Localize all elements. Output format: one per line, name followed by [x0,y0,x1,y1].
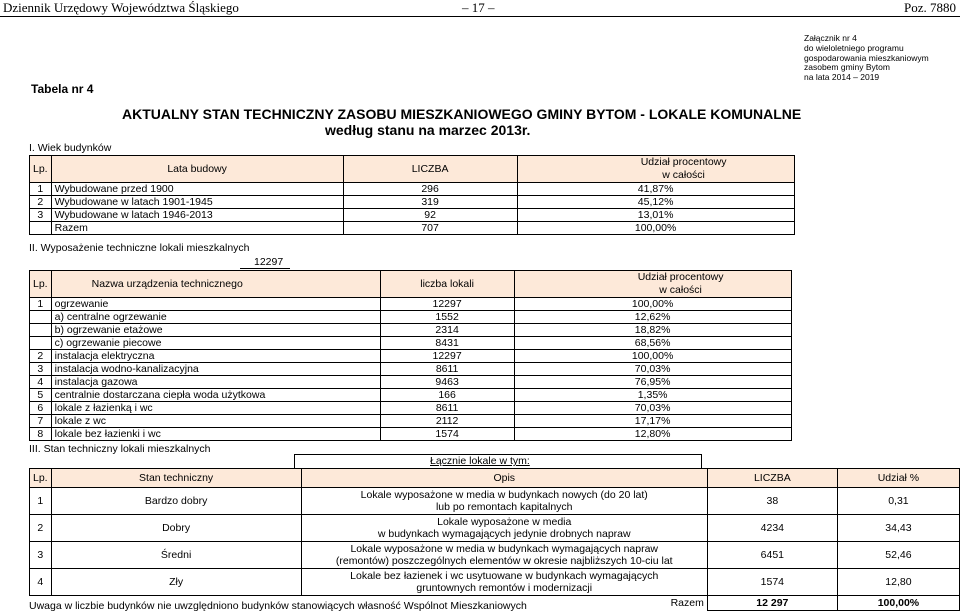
cell-lp: 5 [30,389,52,402]
cell-count: 12297 [380,298,514,311]
cell-lp: 2 [30,196,52,209]
cell-share: 12,80% [514,428,791,441]
cell-count: 1574 [707,569,837,596]
cell-lp: 1 [30,488,52,515]
col-share-line2: w całości [662,169,705,181]
table-row [30,363,792,376]
header-rule [0,16,960,17]
col-lp: Lp. [30,469,52,488]
cell-count: 2112 [380,415,514,428]
cell-desc [301,542,707,569]
cell-lp [30,311,52,324]
cell-share: 17,17% [514,415,791,428]
attachment-line: Załącznik nr 4 [804,33,857,43]
col-count: LICZBA [707,469,837,488]
table-header-row [30,271,792,298]
cell-count: 4234 [707,515,837,542]
cell-count: 12297 [380,350,514,363]
header-page-number: – 17 – [462,0,495,15]
cell-share: 13,01% [517,209,794,222]
table-row [30,569,960,596]
cell-count: 1574 [380,428,514,441]
cell-lp: 3 [30,542,52,569]
cell-share: 12,62% [514,311,791,324]
cell-name: c) ogrzewanie piecowe [51,337,380,350]
footnote: Uwaga w liczbie budynków nie uwzględniono budynków stanowiących własność Wspólnot Mieszkaniowych [29,600,527,612]
cell-count: 2314 [380,324,514,337]
cell-name: lokale z łazienką i wc [51,402,380,415]
section-heading: II. Wyposażenie techniczne lokali mieszkalnych [29,242,250,254]
table-row [30,376,792,389]
cell-name: Razem [51,222,343,235]
table-row [30,324,792,337]
col-share [514,271,791,298]
table-row [30,488,960,515]
col-lp: Lp. [30,156,52,183]
cell-count: 166 [380,389,514,402]
group-label: Łącznie lokale w tym: [430,455,530,467]
cell-share: 18,82% [514,324,791,337]
cell-share: 1,35% [514,389,791,402]
table-label: Tabela nr 4 [31,82,94,96]
document-title: AKTUALNY STAN TECHNICZNY ZASOBU MIESZKANIOWEGO GMINY BYTOM - LOKALE KOMUNALNE [122,106,802,122]
cell-name: centralnie dostarczana ciepła woda użytkowa [51,389,380,402]
col-share-line2: w całości [659,284,702,296]
table-header-row [30,469,960,488]
cell-count: 8611 [380,363,514,376]
cell-count: 8611 [380,402,514,415]
table-row [30,350,792,363]
cell-lp: 8 [30,428,52,441]
col-share-line1: Udział procentowy [637,271,724,283]
cell-name: Wybudowane w latach 1901-1945 [51,196,343,209]
section-heading: I. Wiek budynków [29,142,112,154]
building-age-table [29,155,795,235]
cell-share: 100,00% [514,350,791,363]
col-state: Stan techniczny [51,469,301,488]
cell-lp: 4 [30,569,52,596]
cell-lp: 2 [30,350,52,363]
table-row [30,183,795,196]
cell-count: 707 [343,222,517,235]
document-subtitle: według stanu na marzec 2013r. [325,122,531,138]
cell-name: lokale z wc [51,415,380,428]
cell-desc-line1: Lokale wyposażone w media [437,516,572,528]
table-row [30,428,792,441]
cell-lp: 7 [30,415,52,428]
cell-count: 9463 [380,376,514,389]
cell-name: instalacja gazowa [51,376,380,389]
cell-count: 1552 [380,311,514,324]
attachment-line: zasobem gminy Bytom [804,62,890,73]
cell-share: 68,56% [514,337,791,350]
cell-share: 100,00% [514,298,791,311]
cell-name: lokale bez łazienki i wc [51,428,380,441]
cell-state: Dobry [51,515,301,542]
col-desc: Opis [301,469,707,488]
table-row [30,415,792,428]
cell-lp: 4 [30,376,52,389]
col-lp: Lp. [30,271,52,298]
cell-lp: 1 [30,298,52,311]
cell-count: 296 [343,183,517,196]
cell-count: 6451 [707,542,837,569]
total-note: 12297 [254,256,284,268]
cell-name: instalacja elektryczna [51,350,380,363]
cell-name: Wybudowane w latach 1946-2013 [51,209,343,222]
technical-state-table [29,468,960,611]
cell-share: 70,03% [514,363,791,376]
table-row [30,196,795,209]
col-share: Udział % [837,469,959,488]
cell-desc-line1: Lokale wyposażone w media w budynkach wymagających napraw [350,543,659,555]
table-row [30,337,792,350]
cell-desc-line2: w budynkach wymagających jedynie drobnych napraw [377,528,631,540]
technical-equipment-table [29,270,792,441]
cell-share: 52,46 [837,542,959,569]
cell-lp: 3 [30,209,52,222]
attachment-note [804,34,929,83]
col-share [517,156,794,183]
table-header-row [30,156,795,183]
cell-count: 38 [707,488,837,515]
table-total-row [30,222,795,235]
cell-state: Bardzo dobry [51,488,301,515]
cell-desc [301,488,707,515]
cell-count: 319 [343,196,517,209]
table-row [30,402,792,415]
cell-lp: 3 [30,363,52,376]
cell-share: 70,03% [514,402,791,415]
attachment-line: na lata 2014 – 2019 [804,72,880,83]
total-note-underline [240,268,290,269]
table-row [30,298,792,311]
cell-share: 34,43 [837,515,959,542]
cell-count: 8431 [380,337,514,350]
cell-desc [301,515,707,542]
cell-desc-line2: gruntownych remontów i modernizacji [416,582,593,594]
cell-total-count: 12 297 [707,596,837,611]
cell-share: 0,31 [837,488,959,515]
cell-state: Średni [51,542,301,569]
cell-lp [30,324,52,337]
cell-total-share: 100,00% [837,596,959,611]
cell-share: 45,12% [517,196,794,209]
col-count: liczba lokali [380,271,514,298]
table-row [30,311,792,324]
cell-share: 76,95% [514,376,791,389]
cell-name: ogrzewanie [51,298,380,311]
cell-lp [30,222,52,235]
attachment-line: gospodarowania mieszkaniowym [804,52,929,63]
section-heading: III. Stan techniczny lokali mieszkalnych [29,443,211,455]
cell-desc [301,569,707,596]
cell-desc-line2: lub po remontach kapitalnych [435,501,573,513]
cell-share: 12,80 [837,569,959,596]
table-row [30,542,960,569]
col-count: LICZBA [343,156,517,183]
cell-desc-line2: (remontów) poszczególnych elementów w okresie najbliższych 10-ciu lat [335,555,673,567]
cell-name: b) ogrzewanie etażowe [51,324,380,337]
cell-name: instalacja wodno-kanalizacyjna [51,363,380,376]
col-name: Nazwa urządzenia technicznego [51,271,380,298]
cell-lp: 2 [30,515,52,542]
attachment-line: do wieloletniego programu [804,42,904,53]
cell-state: Zły [51,569,301,596]
table-row [30,209,795,222]
cell-lp: 1 [30,183,52,196]
header-position: Poz. 7880 [904,0,956,15]
cell-share: 41,87% [517,183,794,196]
col-name: Lata budowy [51,156,343,183]
cell-desc-line1: Lokale wyposażone w media w budynkach nowych (do 20 lat) [360,489,648,501]
header-left: Dziennik Urzędowy Województwa Śląskiego [3,0,239,15]
cell-name: a) centralne ogrzewanie [51,311,380,324]
cell-total-label: Razem [301,596,707,611]
cell-share: 100,00% [517,222,794,235]
table-row [30,389,792,402]
cell-desc-line1: Lokale bez łazienek i wc usytuowane w budynkach wymagających [350,570,659,582]
cell-lp: 6 [30,402,52,415]
cell-name: Wybudowane przed 1900 [51,183,343,196]
col-share-line1: Udział procentowy [640,156,727,168]
cell-lp [30,337,52,350]
table-row [30,515,960,542]
cell-count: 92 [343,209,517,222]
